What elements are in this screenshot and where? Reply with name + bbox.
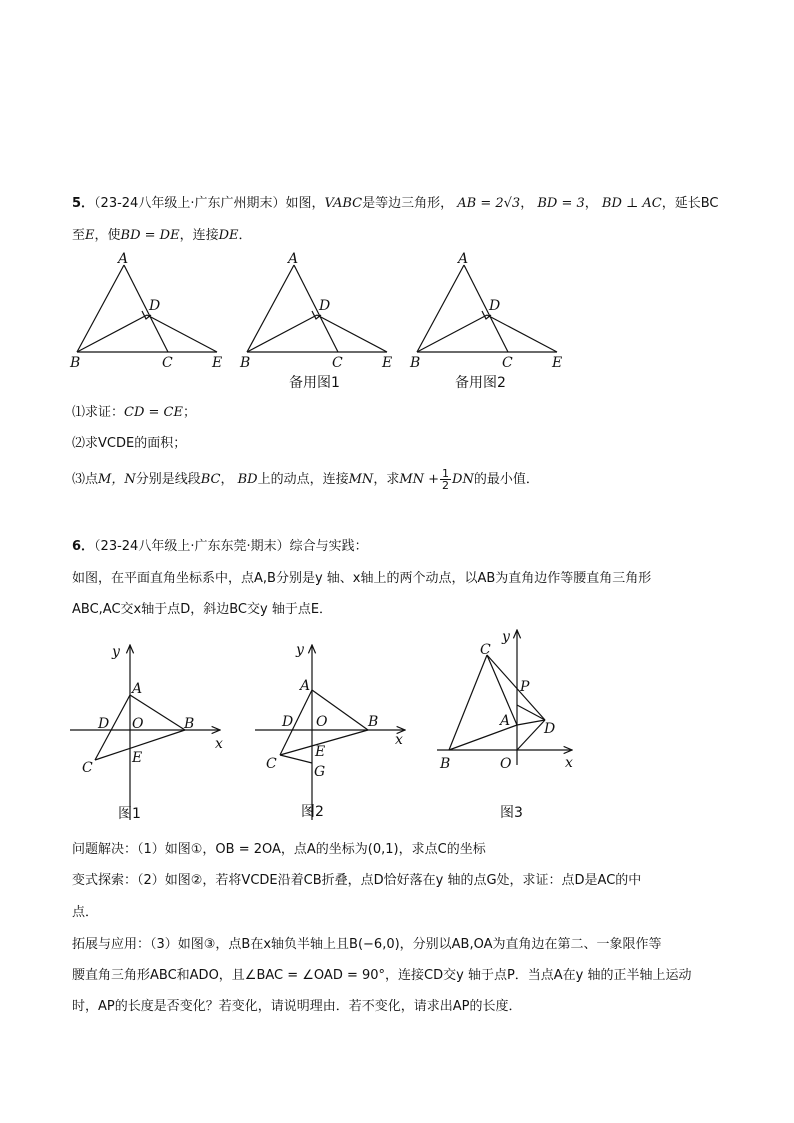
svg-text:x: x [395, 732, 403, 748]
q6-figure1 [70, 640, 230, 830]
q6-sub2-line2: 点． [72, 905, 99, 920]
svg-text:B: B [440, 756, 451, 772]
svg-text:C: C [162, 355, 173, 371]
q5-stem-line1: 5．（23-24八年级上·广东广州期末）如图，VABC是等边三角形， AB = 2√3， BD = 3， BD ⊥ AC，延长BC [72, 196, 719, 211]
svg-text:B: B [240, 355, 251, 371]
svg-text:B: B [184, 716, 195, 732]
svg-text:y: y [296, 642, 304, 658]
svg-text:A: A [288, 251, 299, 267]
svg-text:A: A [132, 681, 143, 697]
q6-caption-fig2: 图2 [301, 804, 324, 820]
svg-text:E: E [212, 355, 223, 371]
svg-text:E: E [132, 750, 143, 766]
svg-text:O: O [132, 716, 144, 732]
q5-number: 5． [72, 196, 95, 211]
q5-triangle: VABC [324, 196, 363, 211]
q5-stem-line2: 至E，使BD = DE，连接DE． [72, 228, 252, 243]
svg-text:D: D [149, 298, 161, 314]
q6-source: （23-24八年级上·广东东莞·期末） [94, 539, 290, 554]
svg-text:B: B [368, 714, 379, 730]
svg-text:A: A [118, 251, 129, 267]
svg-text:O: O [316, 714, 328, 730]
svg-text:A: A [300, 678, 311, 694]
svg-text:C: C [480, 642, 491, 658]
q6-caption-fig1: 图1 [118, 806, 141, 822]
q6-topic: 综合与实践： [289, 539, 368, 554]
svg-text:C: C [332, 355, 343, 371]
svg-text:D: D [98, 716, 110, 732]
q5-figure-spare2 [410, 251, 572, 395]
q6-sub3-line1: 拓展与应用：（3）如图③，点B在x轴负半轴上且B(−6,0)，分别以AB,OA为直角边在第二、一象限作等 [72, 937, 662, 952]
q6-caption-fig3: 图3 [500, 805, 523, 821]
q5-ab: AB = 2√3 [457, 196, 521, 211]
q6-figure2 [250, 640, 420, 830]
svg-text:G: G [314, 764, 326, 780]
svg-text:E: E [382, 355, 393, 371]
q6-sub1: 问题解决：（1）如图①，OB = 2OA，点A的坐标为(0,1)，求点C的坐标 [72, 842, 486, 857]
q5-fraction-half: $\frac{1}{2}$ [442, 467, 450, 492]
q6-stem-line1: 如图，在平面直角坐标系中，点A,B分别是y 轴、x轴上的两个动点，以AB为直角边作等腰直角三角形 [72, 571, 652, 586]
svg-text:O: O [500, 756, 512, 772]
svg-text:C: C [502, 355, 513, 371]
svg-text:A: A [500, 713, 511, 729]
q6-sub3-line2: 腰直角三角形ABC和ADO，且∠BAC = ∠OAD = 90°，连接CD交y 轴于点P．当点A在y 轴的正半轴上运动 [72, 968, 692, 983]
q5-source: （23-24八年级上·广东广州期末） [94, 196, 286, 211]
svg-text:E: E [552, 355, 563, 371]
svg-text:E: E [315, 744, 326, 760]
q5-figure-spare1 [240, 251, 402, 395]
svg-text:D: D [544, 721, 556, 737]
svg-text:B: B [70, 355, 81, 371]
q5-perp: BD ⊥ AC [601, 196, 662, 211]
svg-text:x: x [215, 736, 223, 752]
q6-stem-line2: ABC,AC交x轴于点D，斜边BC交y 轴于点E． [72, 602, 333, 617]
svg-text:D: D [319, 298, 331, 314]
svg-text:D: D [489, 298, 501, 314]
svg-text:B: B [410, 355, 421, 371]
q6-number: 6． [72, 539, 95, 554]
svg-text:y: y [502, 629, 510, 645]
q5-bd: BD = 3 [537, 196, 585, 211]
svg-text:y: y [112, 644, 120, 660]
q5-caption-spare1: 备用图1 [289, 375, 340, 391]
q5-caption-spare2: 备用图2 [455, 375, 506, 391]
q5-part1: ⑴求证：CD = CE； [72, 405, 196, 420]
svg-text:D: D [282, 714, 294, 730]
q5-part2: ⑵求VCDE的面积； [72, 436, 187, 451]
q5-figure-main [70, 251, 232, 375]
q5-part3: ⑶点M，N分别是线段BC， BD上的动点，连接MN，求MN + $\frac{1}{2}$ DN的最小值． [72, 467, 539, 492]
q6-sub2-line1: 变式探索：（2）如图②，若将VCDE沿着CB折叠，点D恰好落在y 轴的点G处，求证：点D是AC的中 [72, 873, 642, 888]
svg-text:C: C [266, 756, 277, 772]
svg-text:P: P [520, 679, 530, 695]
svg-text:A: A [458, 251, 469, 267]
q6-figure3 [432, 625, 592, 830]
q6-header [72, 538, 368, 556]
svg-text:C: C [82, 760, 93, 776]
q6-sub3-line3: 时，AP的长度是否变化？若变化，请说明理由．若不变化，请求出AP的长度． [72, 999, 522, 1014]
svg-text:x: x [565, 755, 573, 771]
